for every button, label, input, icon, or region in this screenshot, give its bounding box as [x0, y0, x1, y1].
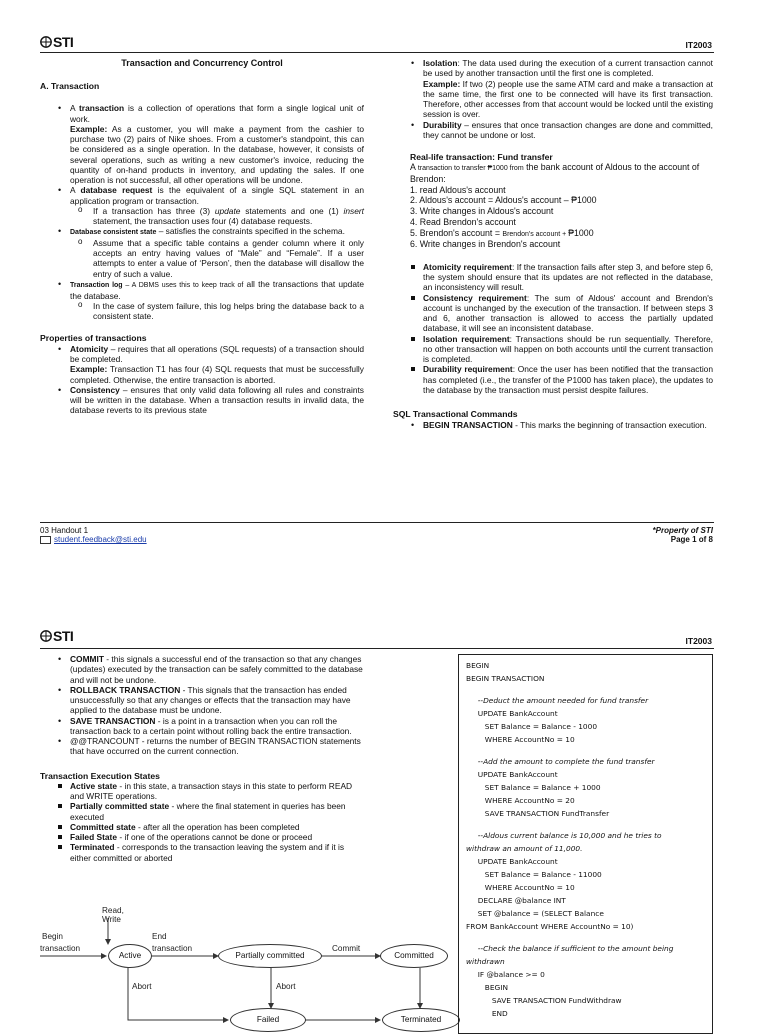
begin-transaction-label: transaction — [40, 944, 81, 953]
code-line: SAVE TRANSACTION FundTransfer — [466, 808, 610, 818]
code-line: WHERE AccountNo = 20 — [466, 795, 575, 805]
step: 5. Brendon's account = Brendon's account + ₱1000 — [410, 227, 594, 238]
fund-transfer-heading: Real-life transaction: Fund transfer — [410, 152, 553, 162]
page-gap — [0, 560, 768, 616]
code-line: SET Balance = Balance + 1000 — [466, 782, 601, 792]
envelope-icon — [40, 536, 51, 544]
failed-node: Failed — [230, 1008, 306, 1032]
isolation-property: • Isolation: The data used during the execution of a current transaction cannot be used by another transaction until the first one is completed. Example: If two (2) people use the same ATM card and make a transaction at the same time, the first one to be connected will have its first transaction. Therefore, other accesses from that account would be locked until the existing session is over. — [393, 58, 713, 120]
course-code: IT2003 — [685, 40, 712, 50]
active-state-node: Active — [108, 944, 152, 968]
code-line: UPDATE BankAccount — [466, 708, 558, 718]
requirement-item: Atomicity requirement: If the transaction fails after step 3, and before step 6, the system should ensure that its updates are not reflected in the database, an inconsistency will result. — [393, 262, 713, 293]
code-line: END — [466, 1008, 508, 1018]
handout-label: 03 Handout 1 — [40, 526, 89, 535]
properties-heading: Properties of transactions — [40, 333, 147, 344]
code-blank-line — [466, 686, 705, 695]
durability-property: • Durability – ensures that once transaction changes are done and committed, they cannot be undone or lost. — [393, 120, 713, 141]
code-comment-line: withdrawn — [466, 956, 505, 966]
transaction-definition: • A transaction is a collection of operations that form a single logical unit of work. Example: As a customer, you will make a payment from the cashier to purchase two (2) pairs of Nike shoes. From a customer's standpoint, this can be considered as a single operation. In the database, however, it consists of several operations, such as writing a new customer's invoice, reducing the quantity of on-hand products in inventory, and updating the sales. If one operation is not successful, all other operations will be undone. — [40, 103, 364, 185]
committed-node: Committed — [380, 944, 448, 968]
end-transaction-label: transaction — [152, 944, 193, 953]
step: 4. Read Brendon's account — [410, 216, 516, 227]
code-line: BEGIN — [466, 661, 490, 670]
state-item: Terminated - corresponds to the transaction leaving the system and if it is either committed or aborted — [40, 842, 365, 863]
left-column — [40, 654, 365, 863]
begin-transaction-item: • BEGIN TRANSACTION - This marks the beginning of transaction execution. — [393, 420, 713, 430]
sti-logo-mark-icon — [40, 630, 52, 642]
step: 3. Write changes in Aldous's account — [410, 206, 554, 217]
abort-label: Abort — [276, 982, 296, 991]
partially-committed-node: Partially committed — [218, 944, 322, 968]
code-line: WHERE AccountNo = 10 — [466, 734, 575, 744]
terminated-node: Terminated — [382, 1008, 460, 1032]
consistent-state-definition: • Database consistent state – satisfies the constraints specified in the schema. — [40, 226, 364, 238]
section-a-heading: A. Transaction — [40, 80, 100, 91]
step: 1. read Aldous's account — [410, 184, 506, 195]
right-column — [393, 58, 713, 430]
state-item: Committed state - after all the operation has been completed — [40, 822, 365, 832]
sql-code-listing — [458, 654, 713, 1034]
requirement-item: Durability requirement: Once the user has been notified that the transaction has completed (i.e., the transfer of the P1000 has taken place), the updates to the database by the transaction must persist despite failures. — [393, 364, 713, 395]
command-item: • ROLLBACK TRANSACTION - This signals that the transaction has ended unsuccessfully so that any changes or effects that the transaction may have applied to the database must be undone. — [40, 685, 365, 716]
code-line: SET Balance = Balance - 1000 — [466, 721, 598, 731]
sti-logo-text: STI — [53, 628, 74, 644]
sti-logo-mark-icon — [40, 36, 52, 48]
state-item: Failed State - if one of the operations cannot be done or proceed — [40, 832, 365, 842]
code-line: WHERE AccountNo = 10 — [466, 882, 575, 892]
feedback-email[interactable]: student.feedback@sti.edu — [40, 535, 147, 544]
requirement-item: Consistency requirement: The sum of Aldous' account and Brendon's account is unchanged by the execution of the transaction. If between steps 3 and 6, another transaction is allowed to access the partially updated database, it will see an inconsistent database. — [393, 293, 713, 334]
page-number: Page 1 of 8 — [670, 535, 713, 544]
footer-left — [40, 526, 147, 544]
header-rule — [40, 52, 714, 53]
end-label: End — [152, 932, 167, 941]
code-blank-line — [466, 934, 705, 943]
footer-right — [653, 526, 713, 544]
code-line: SAVE TRANSACTION FundWithdraw — [466, 995, 622, 1005]
code-comment-line: --Aldous current balance is 10,000 and he tries to — [466, 830, 662, 840]
states-heading: Transaction Execution States — [40, 770, 160, 781]
begin-label: Begin — [42, 932, 63, 941]
consistent-state-example: o Assume that a specific table contains a gender column where it only accepts an entry having values of “Male” and “Female”. If a user attempts to enter a value of ‘Person’, then the database will disallow the entry of such a value. — [40, 238, 364, 279]
header-rule — [40, 648, 714, 649]
property-label: *Property of STI — [652, 526, 713, 535]
atomicity-property: • Atomicity – requires that all operations (SQL requests) of a transaction should be completed. Example: Transaction T1 has four (4) SQL requests that must be successfully completed. Otherwise, the entire transaction is aborted. — [40, 344, 364, 385]
sti-logo — [40, 34, 73, 50]
code-line: DECLARE @balance INT — [466, 895, 566, 905]
read-write-label: Read, Write — [102, 906, 124, 924]
code-blank-line — [466, 821, 705, 830]
fund-transfer-intro: A transaction to transfer ₱1000 from the bank account of Aldous to the account of Brendon: — [410, 162, 700, 185]
code-line: UPDATE BankAccount — [466, 769, 558, 779]
database-request-definition: • A database request is the equivalent of a single SQL statement in an application program or transaction. — [40, 185, 364, 206]
code-line: SET @balance = (SELECT Balance — [466, 908, 604, 918]
code-line: FROM BankAccount WHERE AccountNo = 10) — [466, 921, 634, 931]
code-comment-line: --Deduct the amount needed for fund transfer — [466, 695, 649, 705]
sti-logo-text: STI — [53, 34, 74, 50]
left-column — [40, 58, 364, 416]
course-code: IT2003 — [685, 636, 712, 646]
transaction-log-example: o In the case of system failure, this log helps bring the database back to a consistent state. — [40, 301, 364, 322]
consistency-property: • Consistency – ensures that only valid data following all rules and constraints will be written in the database. When a transaction results in invalid data, the database reverts to its previous state — [40, 385, 364, 416]
state-item: Partially committed state - where the final statement in queries has been executed — [40, 801, 365, 822]
code-blank-line — [466, 747, 705, 756]
page-title: Transaction and Concurrency Control — [121, 58, 283, 68]
sti-logo — [40, 628, 73, 644]
commit-label: Commit — [332, 944, 361, 953]
command-item: • @@TRANCOUNT - returns the number of BEGIN TRANSACTION statements that have occurred on the current connection. — [40, 736, 365, 757]
fund-transfer-steps — [393, 162, 713, 249]
handout-page-2 — [0, 616, 768, 1024]
code-comment-line: --Add the amount to complete the fund transfer — [466, 756, 655, 766]
step: 2. Aldous's account = Aldous's account – ₱1000 — [410, 195, 597, 206]
code-line: BEGIN — [466, 982, 508, 992]
transaction-log-definition: • Transaction log – A DBMS uses this to keep track of all the transactions that update the database. — [40, 279, 364, 301]
state-item: Active state - in this state, a transaction stays in this state to perform READ and WRITE operations. — [40, 781, 365, 802]
step: 6. Write changes in Brendon's account — [410, 239, 561, 250]
code-comment-line: --Check the balance if sufficient to the amount being — [466, 943, 674, 953]
database-request-example: o If a transaction has three (3) update statements and one (1) insert statement, the transaction uses four (4) database requests. — [40, 206, 364, 227]
code-line: IF @balance >= 0 — [466, 969, 545, 979]
abort-label: Abort — [132, 982, 152, 991]
footer-rule — [40, 522, 714, 523]
code-comment-line: withdraw an amount of 11,000. — [466, 843, 583, 853]
command-item: • SAVE TRANSACTION - is a point in a transaction when you can roll the transaction back to a certain point without rolling back the entire transaction. — [40, 716, 365, 737]
sql-commands-heading: SQL Transactional Commands — [393, 409, 518, 420]
code-line: UPDATE BankAccount — [466, 856, 558, 866]
requirement-item: Isolation requirement: Transactions should be run sequentially. Therefore, no other transaction will happen on both accounts until the current transaction is completed. — [393, 334, 713, 365]
code-line: BEGIN TRANSACTION — [466, 673, 545, 683]
command-item: • COMMIT - this signals a successful end of the transaction so that any changes (updates) executed by the transaction can be safely committed to the database and will not be undone. — [40, 654, 365, 685]
code-line: SET Balance = Balance - 11000 — [466, 869, 602, 879]
